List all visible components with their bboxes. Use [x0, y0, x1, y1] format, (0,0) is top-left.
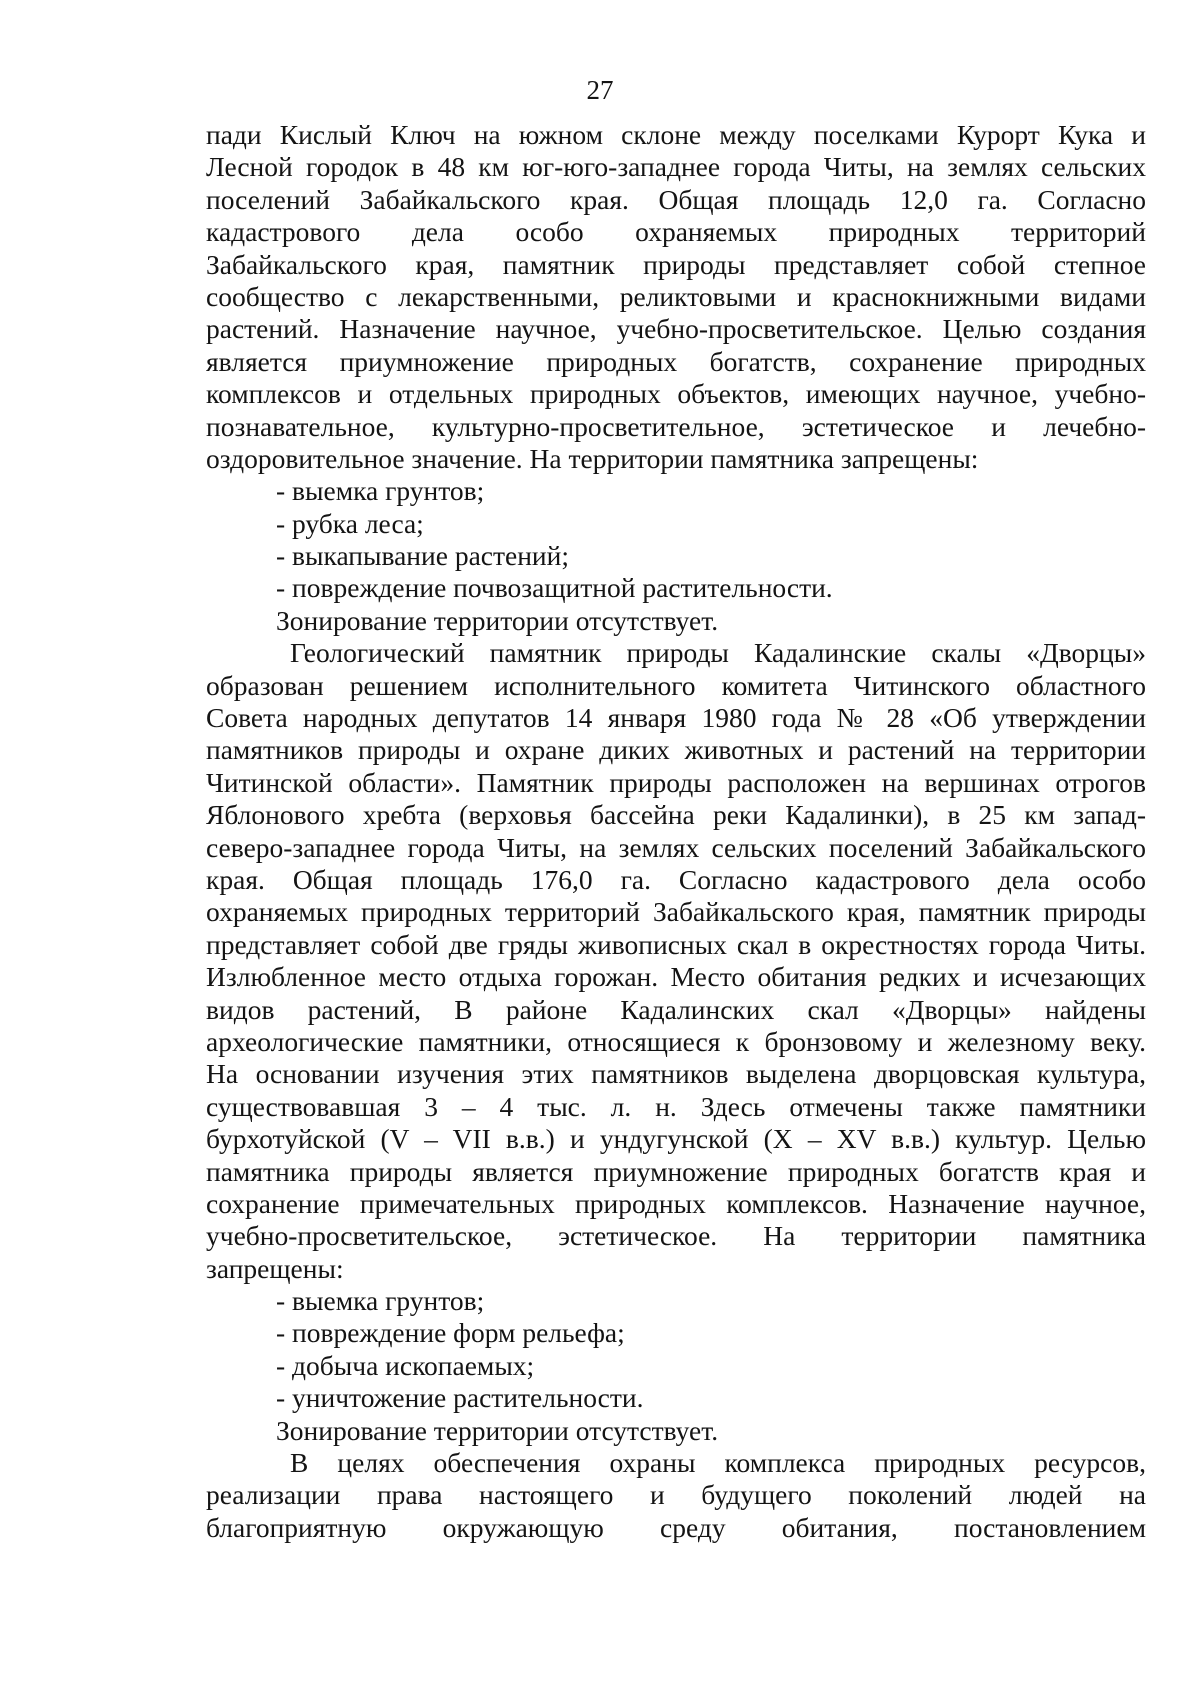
text-line: Зонирование территории отсутствует. — [276, 604, 719, 636]
text-line: запрещены: — [206, 1252, 344, 1284]
text-line: края. Общая площадь 176,0 га. Согласно кадастрового дела особо — [206, 863, 1146, 895]
text-line: Читинской области». Памятник природы расположен на вершинах отрогов — [206, 766, 1146, 798]
text-line: археологические памятники, относящиеся к бронзовому и железному веку. — [206, 1025, 1146, 1057]
text-line: Геологический памятник природы Кадалинские скалы «Дворцы» — [290, 637, 1146, 669]
text-line: северо-западнее города Читы, на землях сельских поселений Забайкальского — [206, 831, 1146, 863]
text-line: сохранение примечательных природных комплексов. Назначение научное, — [206, 1187, 1146, 1219]
text-line: Забайкальского края, памятник природы представляет собой степное — [206, 248, 1146, 280]
text-line: сообщество с лекарственными, реликтовыми и краснокнижными видами — [206, 280, 1146, 312]
text-line: В целях обеспечения охраны комплекса природных ресурсов, — [290, 1447, 1146, 1479]
text-line: комплексов и отдельных природных объектов, имеющих научное, учебно- — [206, 378, 1146, 410]
text-line: пади Кислый Ключ на южном склоне между поселками Курорт Кука и — [206, 119, 1146, 150]
text-line: Зонирование территории отсутствует. — [276, 1414, 719, 1446]
text-line: поселений Забайкальского края. Общая площадь 12,0 га. Согласно — [206, 183, 1146, 215]
text-line: - уничтожение растительности. — [276, 1382, 644, 1414]
text-line: - выемка грунтов; — [276, 475, 485, 507]
text-line: является приумножение природных богатств, сохранение природных — [206, 345, 1146, 377]
text-line: - выемка грунтов; — [276, 1285, 485, 1317]
text-line: Яблонового хребта (верховья бассейна реки Кадалинки), в 25 км запад- — [206, 799, 1146, 831]
text-line: видов растений, В районе Кадалинских скал «Дворцы» найдены — [206, 993, 1146, 1025]
text-line: представляет собой две гряды живописных скал в окрестностях города Читы. — [206, 928, 1146, 960]
page-number: 27 — [586, 75, 614, 105]
text-line: учебно-просветительское, эстетическое. На территории памятника — [206, 1220, 1146, 1252]
text-line: образован решением исполнительного комитета Читинского областного — [206, 669, 1146, 701]
text-line: - выкапывание растений; — [276, 540, 569, 572]
text-line: памятника природы является приумножение природных богатств края и — [206, 1155, 1146, 1187]
text-line: существовавшая 3 – 4 тыс. л. н. Здесь отмечены также памятники — [206, 1090, 1146, 1122]
text-line: Излюбленное место отдыха горожан. Место обитания редких и исчезающих — [206, 961, 1146, 993]
text-line: охраняемых природных территорий Забайкальского края, памятник природы — [206, 896, 1146, 928]
text-line: На основании изучения этих памятников выделена дворцовская культура, — [206, 1058, 1146, 1090]
text-line: - рубка леса; — [276, 507, 424, 539]
text-line: Совета народных депутатов 14 января 1980 года № 28 «Об утверждении — [206, 702, 1146, 734]
text-line: оздоровительное значение. На территории памятника запрещены: — [206, 442, 979, 474]
text-line: познавательное, культурно-просветительное, эстетическое и лечебно- — [206, 410, 1146, 442]
text-line: растений. Назначение научное, учебно-просветительское. Целью создания — [206, 313, 1146, 345]
text-line: Лесной городок в 48 км юг-юго-западнее города Читы, на землях сельских — [206, 151, 1146, 183]
document-body — [206, 119, 1146, 1544]
text-line: благоприятную окружающую среду обитания, постановлением — [206, 1511, 1146, 1543]
text-line: реализации права настоящего и будущего поколений людей на — [206, 1479, 1146, 1511]
text-line: бурхотуйской (V – VII в.в.) и ундугунской (X – XV в.в.) культур. Целью — [206, 1123, 1146, 1155]
text-line: - повреждение форм рельефа; — [276, 1317, 625, 1349]
text-line: - добыча ископаемых; — [276, 1349, 535, 1381]
text-line: кадастрового дела особо охраняемых природных территорий — [206, 216, 1146, 248]
text-line: - повреждение почвозащитной растительности. — [276, 572, 833, 604]
text-line: памятников природы и охране диких животных и растений на территории — [206, 734, 1146, 766]
